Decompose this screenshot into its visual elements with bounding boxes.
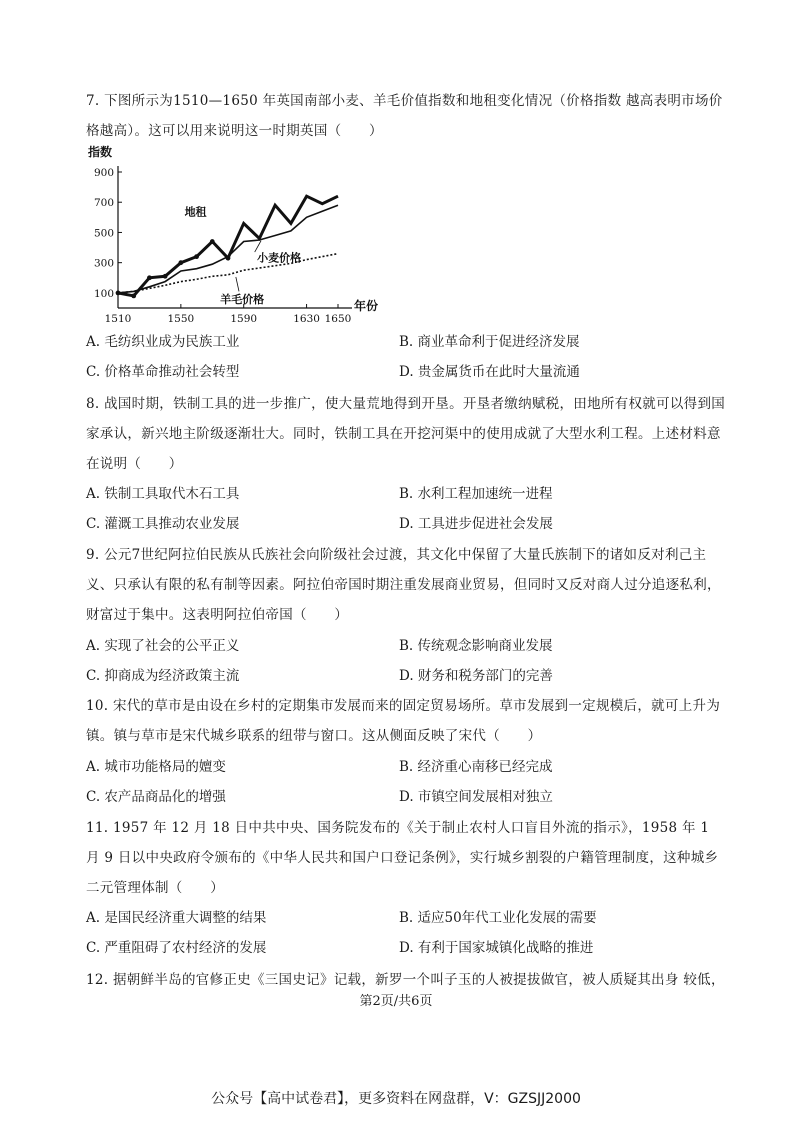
page-number: 第2页/共6页 — [359, 994, 433, 1009]
x-tick-label: 1550 — [167, 313, 195, 325]
y-tick-label: 100 — [93, 287, 114, 300]
q11-option-c[interactable]: C. 严重阻碍了农村经济的发展 — [86, 940, 267, 956]
q10-option-d[interactable]: D. 市镇空间发展相对独立 — [399, 789, 553, 805]
q9-option-a[interactable]: A. 实现了社会的公平正义 — [86, 638, 240, 654]
q8-option-d[interactable]: D. 工具进步促进社会发展 — [399, 516, 553, 532]
x-axis-label: 年份 — [354, 299, 379, 313]
question-10-options — [86, 752, 726, 812]
question-10-stem: 10. 宋代的草市是由设在乡村的定期集市发展而来的固定贸易场所。草市发展到一定规模后，就可上升为镇。镇与草市是宋代城乡联系的纽带与窗口。这从侧面反映了宋代（ ） — [86, 698, 721, 744]
y-tick-label: 900 — [93, 167, 114, 179]
q10-option-a[interactable]: A. 城市功能格局的嬗变 — [86, 759, 226, 775]
y-tick-label: 700 — [93, 197, 114, 210]
chart-svg — [86, 142, 386, 327]
q7-option-c[interactable]: C. 价格革命推动社会转型 — [86, 364, 240, 380]
label-wool: 羊毛价格 — [220, 292, 265, 306]
series-point-地租 — [178, 260, 183, 265]
y-tick-label: 500 — [93, 227, 114, 240]
leader-wheat — [255, 241, 261, 252]
label-rent: 地租 — [184, 205, 207, 219]
x-tick-label: 1510 — [104, 313, 132, 325]
q8-option-a[interactable]: A. 铁制工具取代木石工具 — [86, 486, 240, 502]
label-wheat: 小麦价格 — [257, 251, 302, 265]
series-point-地租 — [147, 275, 152, 280]
y-axis-label: 指数 — [88, 145, 113, 159]
q7-option-b[interactable]: B. 商业革命利于促进经济发展 — [399, 334, 580, 350]
series-point-地租 — [210, 239, 215, 244]
question-8-options — [86, 479, 726, 539]
q10-option-b[interactable]: B. 经济重心南移已经完成 — [399, 759, 553, 775]
q9-option-c[interactable]: C. 抑商成为经济政策主流 — [86, 668, 240, 684]
leader-wool — [236, 277, 239, 291]
series-point-地租 — [163, 274, 168, 279]
question-8-stem: 8. 战国时期，铁制工具的进一步推广，使大量荒地得到开垦。开垦者缴纳赋税，田地所有权就可以得到国家承认，新兴地主阶级逐渐壮大。同时，铁制工具在开挖河渠中的使用成就了大型水利工程。上述材料意在说明（ ） — [86, 396, 726, 472]
q11-option-a[interactable]: A. 是国民经济重大调整的结果 — [86, 910, 267, 926]
question-9-options — [86, 631, 726, 691]
q8-option-c[interactable]: C. 灌溉工具推动农业发展 — [86, 516, 240, 532]
q10-option-c[interactable]: C. 农产品商品化的增强 — [86, 789, 226, 805]
y-tick-label: 300 — [93, 257, 114, 270]
q7-option-a[interactable]: A. 毛纺织业成为民族工业 — [86, 334, 240, 350]
price-index-chart — [86, 142, 386, 327]
q11-option-d[interactable]: D. 有利于国家城镇化战略的推进 — [399, 940, 594, 956]
promo-line: 公众号【高中试卷君】，更多资料在网盘群，V：GZSJJ2000 — [211, 1091, 581, 1107]
series-point-地租 — [131, 294, 136, 299]
x-tick-label: 1590 — [230, 313, 258, 325]
x-tick-label: 1630 — [293, 313, 320, 325]
q11-option-b[interactable]: B. 适应50年代工业化发展的需要 — [399, 910, 597, 926]
question-11-stem: 11. 1957 年 12 月 18 日中共中央、国务院发布的《关于制止农村人口盲目外流的指示》，1958 年 1 月 9 日以中央政府令颁布的《中华人民共和国户口登记条例》，实行城乡割裂的户籍管理制度，这种城乡二元管理体制（ ） — [86, 820, 719, 896]
series-point-地租 — [194, 254, 199, 259]
q7-option-d[interactable]: D. 贵金属货币在此时大量流通 — [399, 364, 580, 380]
q8-option-b[interactable]: B. 水利工程加速统一进程 — [399, 486, 553, 502]
question-9-stem: 9. 公元7世纪阿拉伯民族从氏族社会向阶级社会过渡，其文化中保留了大量氏族制下的诸如反对利己主义、只承认有限的私有制等因素。阿拉伯帝国时期注重发展商业贸易，但同时又反对商人过分追逐私利，财富过于集中。这表明阿拉伯帝国（ ） — [86, 547, 721, 623]
question-11-options — [86, 903, 726, 963]
series-line-地租 — [118, 196, 338, 296]
x-tick-label: 1650 — [324, 313, 352, 325]
question-7-options — [86, 327, 726, 387]
q9-option-d[interactable]: D. 财务和税务部门的完善 — [399, 668, 553, 684]
series-line-小麦价格 — [118, 205, 338, 293]
question-12-stem: 12. 据朝鲜半岛的官修正史《三国史记》记载，新罗一个叫子玉的人被提拔做官，被人质疑其出身 较低， — [86, 972, 725, 988]
question-7-stem: 7. 下图所示为1510—1650 年英国南部小麦、羊毛价值指数和地租变化情况（价格指数 越高表明市场价格越高）。这可以用来说明这一时期英国（ ） — [86, 93, 723, 139]
q9-option-b[interactable]: B. 传统观念影响商业发展 — [399, 638, 553, 654]
